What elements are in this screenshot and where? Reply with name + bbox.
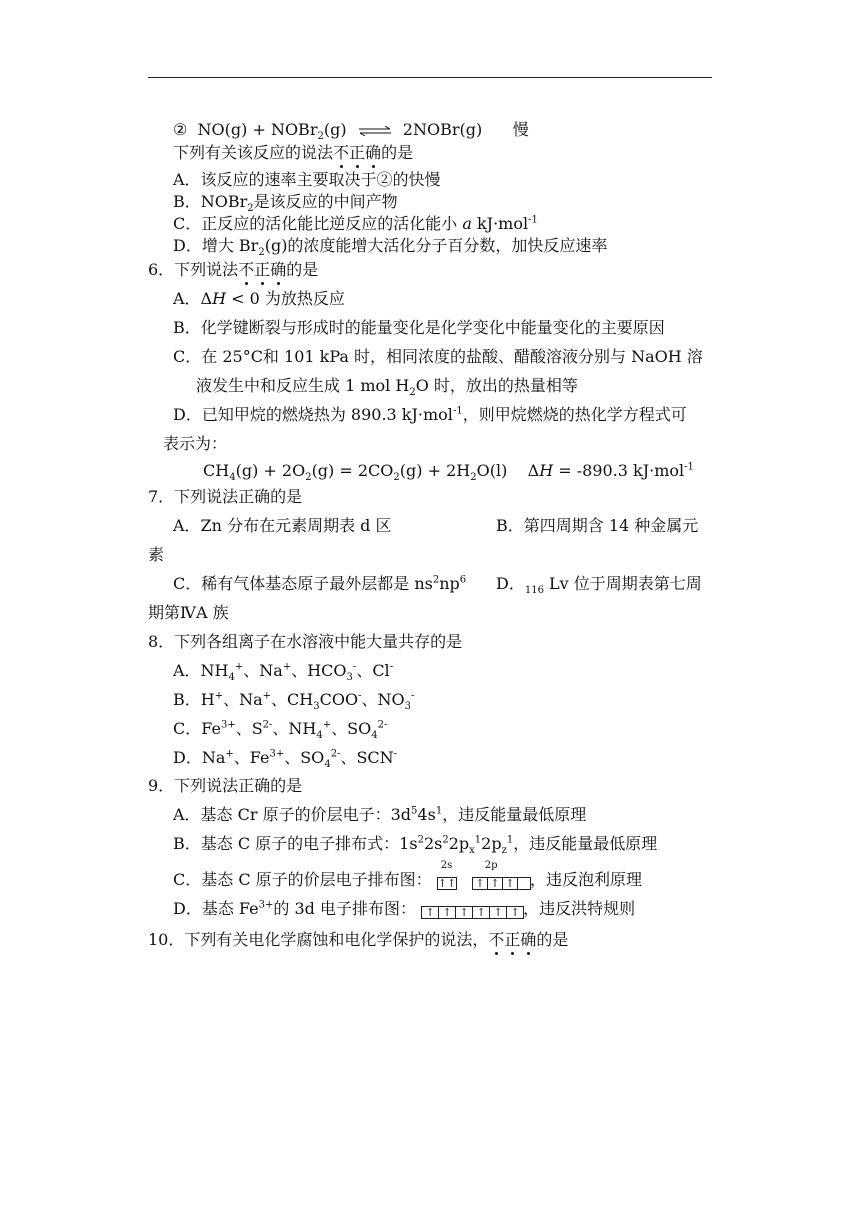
- orbital-box-3d-4: ↑: [472, 906, 490, 919]
- orbital-box-2p-1: ↑: [472, 877, 488, 890]
- q9-option-a: A．基态 Cr 原子的价层电子：$3d^54s^1$，违反能量最低原理: [173, 805, 587, 824]
- orbital-box-2s: ↑↑: [437, 877, 457, 890]
- q7-option-b-line1: B．第四周期含 14 种金属元: [496, 516, 699, 535]
- q6-option-b: B．化学键断裂与形成时的能量变化是化学变化中能量变化的主要原因: [173, 318, 665, 337]
- q8-stem: 8．下列各组离子在水溶液中能大量共存的是: [148, 632, 463, 651]
- q5-stem: 下列有关该反应的说法不正确的是: [173, 143, 414, 162]
- q6-stem: 6．下列说法不正确的是: [148, 260, 319, 279]
- q7-option-d-line2: 期第ⅣA 族: [148, 603, 229, 622]
- q9-option-d: D．基态 $Fe^{3+}$的 3d 电子排布图： ↑ ↑ ↑ ↑ ↑ ↑ ，违反洪特规则: [173, 899, 635, 922]
- q5-option-d: D．增大 $Br_2(g)$的浓度能增大活化分子百分数，加快反应速率: [173, 236, 608, 259]
- q6-option-c-line2: 液发生中和反应生成 1 mol $H_2O$ 时，放出的热量相等: [196, 376, 578, 399]
- q5-step2-equation: ② NO(g) + NOBr$_2$(g) 2NOBr(g) 慢: [173, 120, 529, 143]
- orbital-box-2p-3: ↑: [502, 877, 518, 890]
- orbital-box-3d-5: ↑: [489, 906, 507, 919]
- q5-option-a: A．该反应的速率主要取决于②的快慢: [173, 170, 441, 189]
- q8-option-b: B．H+、Na+、$CH_3COO^-$、$NO_3^-$: [173, 690, 415, 713]
- q9-stem: 9．下列说法正确的是: [148, 776, 303, 795]
- q6-option-d-line1: D．已知甲烷的燃烧热为 890.3 kJ·mol$^{-1}$，则甲烷燃烧的热化学方程式可: [173, 405, 687, 424]
- q10-stem: 10．下列有关电化学腐蚀和电化学保护的说法，不正确的是: [148, 930, 569, 949]
- q7-stem: 7．下列说法正确的是: [148, 487, 303, 506]
- q5-option-c: C．正反应的活化能比逆反应的活化能小 a kJ·mol$^{-1}$: [173, 214, 538, 233]
- q9-option-c: C．基态 C 原子的价层电子排布图： 2s 2p ↑↑ ↑ ↑ ↑ ，违反泡利原理: [173, 870, 642, 893]
- q6-option-a: A．ΔH < 0 为放热反应: [173, 289, 345, 308]
- orbital-diagram-2s2p: 2s 2p ↑↑ ↑ ↑ ↑: [437, 873, 530, 893]
- q6-option-d-line2: 表示为：: [163, 434, 228, 453]
- orbital-box-3d-1: ↑: [421, 906, 439, 919]
- orbital-box-3d-3: ↑: [455, 906, 473, 919]
- q7-option-d-line1: D．$_{116}$ Lv 位于周期表第七周: [496, 574, 702, 597]
- equilibrium-arrow-icon: [358, 126, 392, 136]
- q8-option-c: C．$Fe^{3+}$、$S^{2-}$、$NH_4^+$、$SO_4^{2-}$: [173, 719, 388, 742]
- q7-option-b-line2: 素: [148, 545, 165, 564]
- orbital-box-3d-2: ↑: [438, 906, 456, 919]
- q5-option-b: B．NOBr$_2$是该反应的中间产物: [173, 192, 398, 215]
- q7-option-c: C．稀有气体基态原子最外层都是 $ns^2np^6$: [173, 574, 467, 593]
- orbital-box-3d-6: ↑: [506, 906, 524, 919]
- orbital-box-2p-4: [517, 877, 531, 890]
- q6-thermo-equation: $CH_4(g) + 2O_2(g) = 2CO_2(g) + 2H_2O(l)$ ΔH = -890.3 kJ·mol$^{-1}$: [203, 461, 694, 484]
- q7-option-a: A．Zn 分布在元素周期表 d 区: [173, 516, 392, 535]
- q9-option-b: B．基态 C 原子的电子排布式：$1s^22s^22p_x^12p_z^1$，违反能量最低原理: [173, 834, 658, 857]
- orbital-box-2p-2: ↑: [487, 877, 503, 890]
- q8-option-a: A．$NH_4^+$、Na+、$HCO_3^-$、Cl-: [173, 661, 394, 684]
- header-rule: [148, 77, 712, 78]
- q6-option-c-line1: C．在 25°C和 101 kPa 时，相同浓度的盐酸、醋酸溶液分别与 NaOH 溶: [173, 347, 703, 366]
- orbital-diagram-3d: [421, 902, 523, 922]
- q8-option-d: D．Na+、$Fe^{3+}$、$SO_4^{2-}$、SCN-: [173, 748, 398, 771]
